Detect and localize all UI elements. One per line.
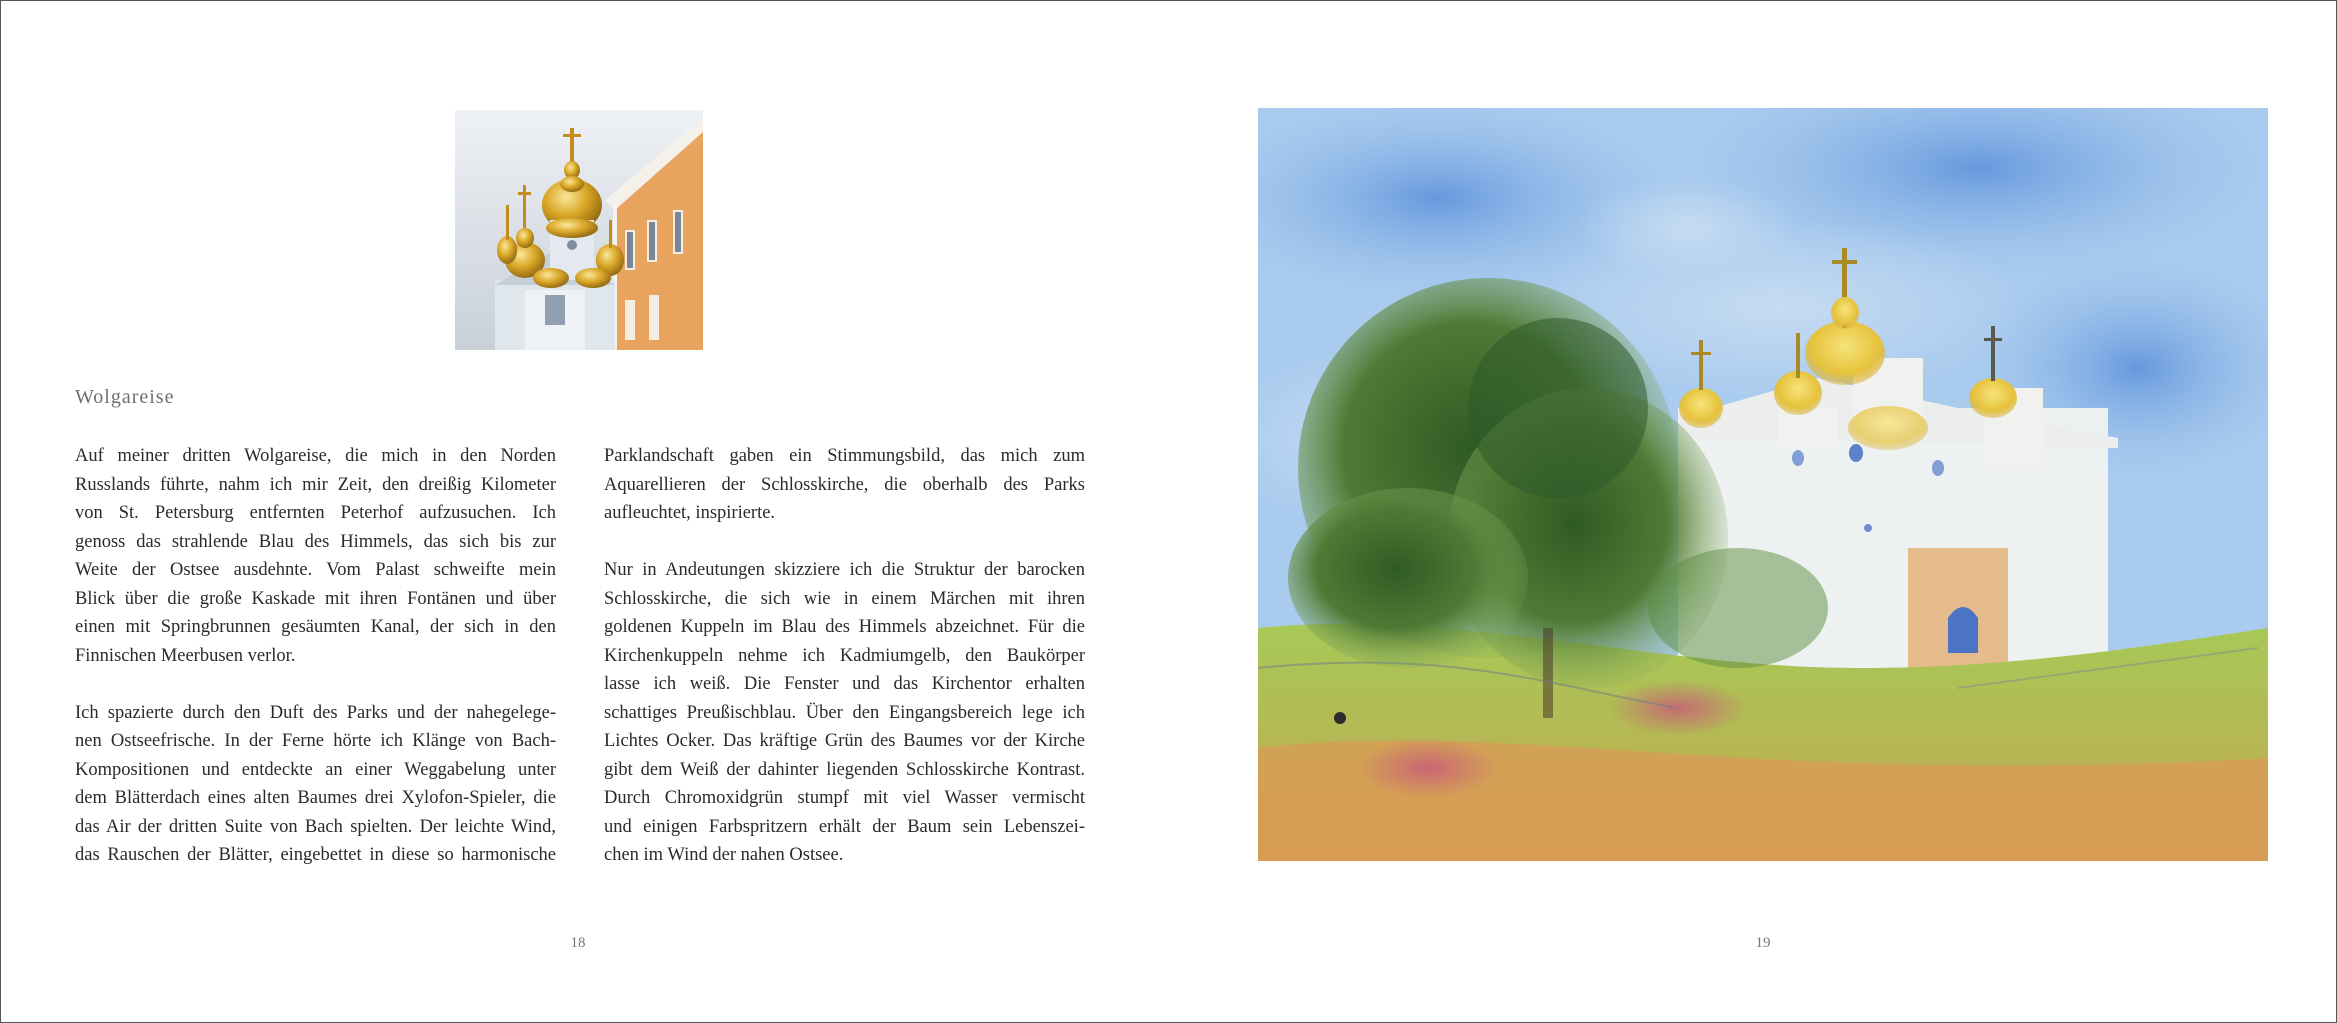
text-line: und einigen Farbspritzern erhält der Baum sein Lebenszei- <box>604 816 1085 837</box>
text-line: Durch Chromoxidgrün stumpf mit viel Wasser vermischt <box>604 788 1085 808</box>
text-line: schattiges Preußischblau. Über den Eingangsbereich lege ich <box>604 702 1085 723</box>
watercolor-painting <box>1258 108 2268 861</box>
text-line: Schlosskirche, die sich wie in einem Märchen mit ihren <box>604 588 1085 609</box>
text-line: Auf meiner dritten Wolgareise, die mich in den Norden <box>75 446 556 466</box>
text-line: lasse ich weiß. Die Fenster und das Kirchentor erhalten <box>604 674 1085 694</box>
text-line: einen mit Springbrunnen gesäumten Kanal, der sich in den <box>75 617 556 637</box>
text-line: Parklandschaft gaben ein Stimmungsbild, das mich zum <box>604 446 1085 466</box>
text-line: von St. Petersburg entfernten Peterhof aufzusuchen. Ich <box>75 503 556 523</box>
text-line: Kompositionen und entdeckte an einer Weggabelung unter <box>75 759 556 780</box>
text-line: Russlands führte, nahm ich mir Zeit, den dreißig Kilometer <box>75 474 556 495</box>
text-line: Aquarellieren der Schlosskirche, die oberhalb des Parks <box>604 474 1085 495</box>
text-line: Weite der Ostsee ausdehnte. Vom Palast schweifte mein <box>75 560 556 580</box>
text-line: das Rauschen der Blätter, eingebettet in diese so harmonische <box>75 845 556 865</box>
text-line: das Air der dritten Suite von Bach spielten. Der leichte Wind, <box>75 816 556 837</box>
text-line: Finnischen Meerbusen verlor. <box>75 645 296 666</box>
text-line: aufleuchtet, inspirierte. <box>604 503 776 523</box>
page-number-left: 18 <box>570 935 586 951</box>
text-line: goldenen Kuppeln im Blau des Himmels abzeichnet. Für die <box>604 617 1085 637</box>
paragraph-gap <box>75 670 556 699</box>
text-line: dem Blätterdach eines alten Baumes drei Xylofon-Spieler, die <box>75 788 556 808</box>
text-column-2 <box>604 442 1085 870</box>
text-line: Ich spazierte durch den Duft des Parks und der nahegelege- <box>75 702 556 723</box>
text-line: Blick über die große Kaskade mit ihren Fontänen und über <box>75 588 556 609</box>
text-line: genoss das strahlende Blau des Himmels, das sich bis zur <box>75 531 556 552</box>
text-line: nen Ostseefrische. In der Ferne hörte ich Klänge von Bach- <box>75 731 556 751</box>
page-number-right: 19 <box>1755 935 1771 951</box>
text-column-1 <box>75 442 556 870</box>
paragraph-gap <box>604 528 1085 557</box>
text-line: Kirchenkuppeln nehme ich Kadmiumgelb, den Baukörper <box>604 645 1085 666</box>
text-line: gibt dem Weiß der dahinter liegenden Schlosskirche Kontrast. <box>604 759 1085 780</box>
text-line: Lichtes Ocker. Das kräftige Grün des Baumes vor der Kirche <box>604 731 1085 751</box>
chapter-heading: Wolgareise <box>75 386 175 408</box>
church-domes-photo <box>455 110 703 350</box>
text-line: chen im Wind der nahen Ostsee. <box>604 845 844 865</box>
text-line: Nur in Andeutungen skizziere ich die Struktur der barocken <box>604 560 1085 580</box>
